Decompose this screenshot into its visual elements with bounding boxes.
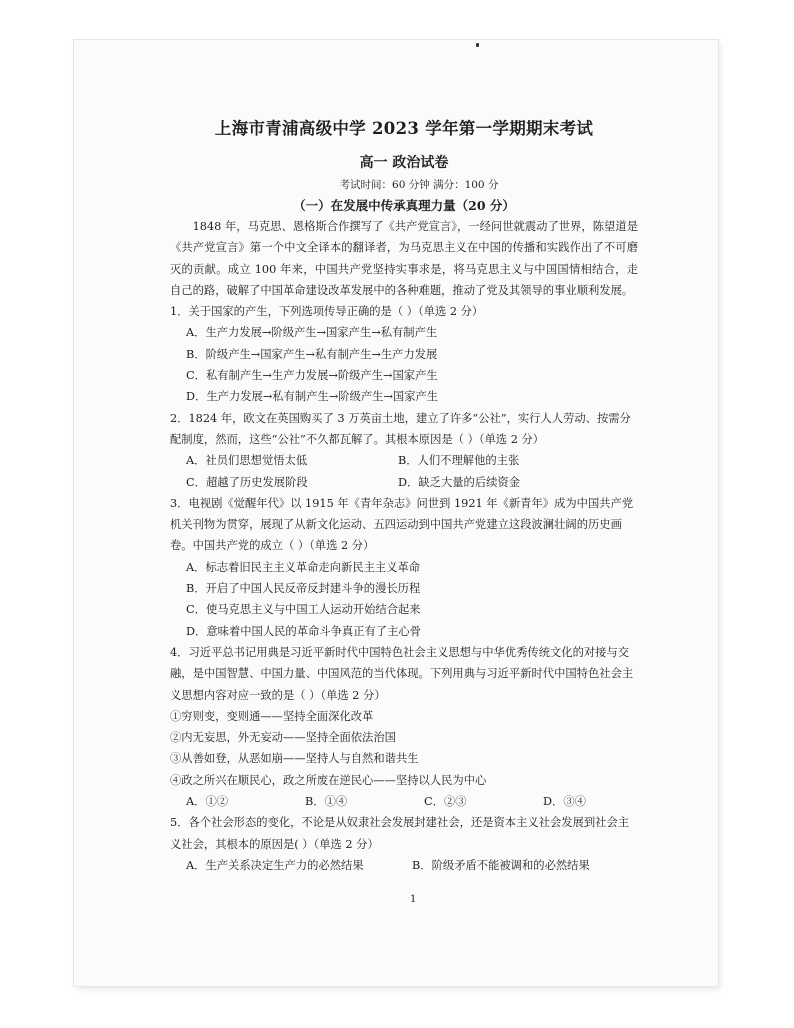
- option-row: [170, 472, 638, 493]
- option-b: B．阶级矛盾不能被调和的必然结果: [412, 858, 590, 872]
- option-d: D．缺乏大量的后续资金: [398, 475, 521, 489]
- option-c: C．私有制产生→生产力发展→阶级产生→国家产生: [186, 369, 438, 383]
- option-a: A．生产关系决定生产力的必然结果: [186, 858, 364, 872]
- option-b: B．人们不理解他的主张: [398, 454, 520, 468]
- exam-subtitle: 高一 政治试卷: [359, 155, 449, 171]
- intro-paragraph: 1848 年，马克思、恩格斯合作撰写了《共产党宣言》，一经问世就震动了世界，陈望道是《共产党宣言》第一个中文全译本的翻译者，为马克思主义在中国的传播和实践作出了不可磨灭的贡献。成立 100 年来，中国共产党坚持实事求是，将马克思主义与中国国情相结合，走自己的路，破解了中国革命建设改革发展中的各种难题，推动了党及其领导的事业顺利发展。: [170, 220, 638, 297]
- option-b: B．开启了中国人民反帝反封建斗争的漫长历程: [186, 582, 421, 596]
- option-row: [170, 450, 638, 471]
- page-number: 1: [410, 894, 417, 905]
- option-row: [170, 855, 638, 876]
- option-d: D．生产力发展→私有制产生→阶级产生→国家产生: [186, 390, 439, 404]
- option-d: D．意味着中国人民的革命斗争真正有了主心骨: [186, 624, 421, 638]
- question-3: [170, 493, 638, 642]
- option-a: A．①②: [186, 795, 229, 809]
- binding-dot: [476, 43, 479, 47]
- question-2: [170, 408, 638, 493]
- exam-title: 上海市青浦高级中学 2023 学年第一学期期末考试: [214, 119, 594, 138]
- question-stem: 1．关于国家的产生，下列选项传导正确的是（ ）（单选 2 分）: [170, 305, 484, 319]
- statement-4: ④政之所兴在顺民心，政之所废在逆民心——坚持以人民为中心: [170, 773, 487, 787]
- statement-2: ②内无妄思，外无妄动——坚持全面依法治国: [170, 731, 396, 745]
- option-c: C．使马克思主义与中国工人运动开始结合起来: [186, 603, 421, 617]
- exam-content: [170, 118, 638, 876]
- question-5: [170, 812, 638, 876]
- option-a: A．生产力发展→阶级产生→国家产生→私有制产生: [186, 326, 438, 340]
- question-4: [170, 642, 638, 812]
- question-stem: 2．1824 年，欧文在英国购买了 3 万英亩土地，建立了许多“公社”，实行人人劳动、按需分配制度，然而，这些“公社”不久都瓦解了。其根本原因是（ ）（单选 2 分）: [170, 411, 631, 446]
- question-1: [170, 301, 638, 407]
- statement-1: ①穷则变，变则通——坚持全面深化改革: [170, 709, 374, 723]
- section-title: （一）在发展中传承真理力量（20 分）: [293, 198, 515, 213]
- exam-info: 考试时间：60 分钟 满分：100 分: [339, 179, 499, 191]
- question-stem: 5．各个社会形态的变化，不论是从奴隶社会发展封建社会，还是资本主义社会发展到社会主义社会，其根本的原因是( ）（单选 2 分）: [170, 816, 630, 851]
- option-a: A．社员们思想觉悟太低: [186, 454, 308, 468]
- option-c: C．②③: [424, 795, 467, 809]
- question-stem: 4．习近平总书记用典是习近平新时代中国特色社会主义思想与中华优秀传统文化的对接与交融，是中国智慧、中国力量、中国风范的当代体现。下列用典与习近平新时代中国特色社会主义思想内容对应一致的是（ ）（单选 2 分）: [170, 645, 634, 702]
- option-a: A．标志着旧民主主义革命走向新民主主义革命: [186, 560, 421, 574]
- option-row: [170, 791, 638, 812]
- question-stem: 3．电视剧《觉醒年代》以 1915 年《青年杂志》问世到 1921 年《新青年》成为中国共产党机关刊物为贯穿，展现了从新文化运动、五四运动到中国共产党建立这段波澜壮阔的历史画卷。中国共产党的成立（ ）（单选 2 分）: [170, 496, 634, 553]
- option-b: B．①④: [305, 795, 348, 809]
- option-d: D．③④: [543, 795, 586, 809]
- option-c: C．超越了历史发展阶段: [186, 475, 308, 489]
- statement-3: ③从善如登，从恶如崩——坚持人与自然和谐共生: [170, 752, 419, 766]
- option-b: B．阶级产生→国家产生→私有制产生→生产力发展: [186, 347, 438, 361]
